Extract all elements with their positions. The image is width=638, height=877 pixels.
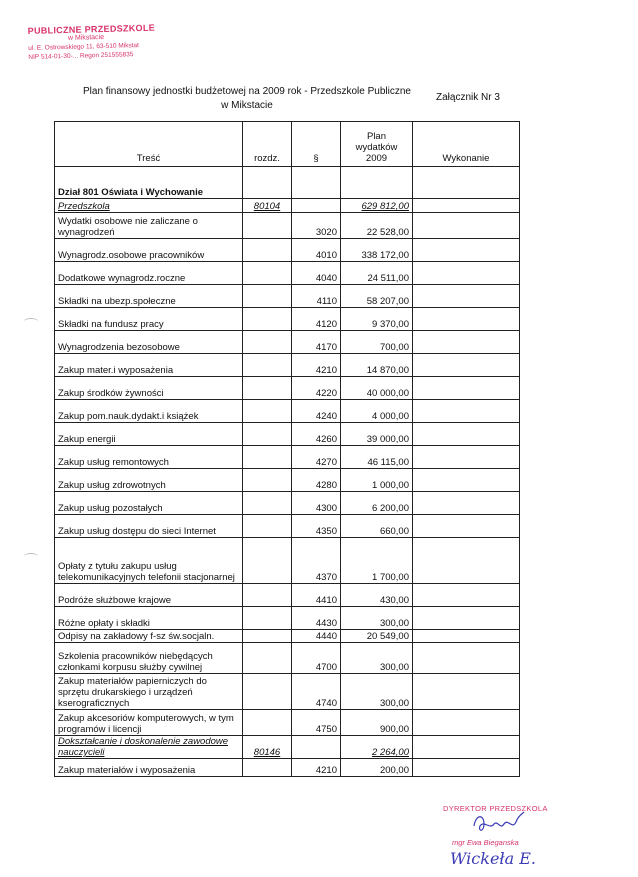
cell-plan: 660,00 bbox=[341, 515, 413, 538]
title-line-1: Plan finansowy jednostki budżetowej na 2009 rok - Przedszkole Publiczne bbox=[83, 86, 411, 97]
cell-wykonanie bbox=[413, 674, 520, 710]
table-row bbox=[55, 538, 520, 584]
cell-rozdz bbox=[243, 446, 292, 469]
table-row bbox=[55, 199, 520, 213]
cell-paragraph: 4410 bbox=[292, 584, 341, 607]
cell-tresc: Zakup usług pozostałych bbox=[55, 492, 243, 515]
punch-hole-mark bbox=[24, 553, 38, 560]
cell-tresc: Przedszkola bbox=[55, 199, 243, 213]
cell-tresc: Wynagrodzenia bezosobowe bbox=[55, 331, 243, 354]
cell-rozdz bbox=[243, 643, 292, 674]
cell-paragraph: 4370 bbox=[292, 538, 341, 584]
cell-plan: 300,00 bbox=[341, 607, 413, 630]
cell-tresc: Różne opłaty i składki bbox=[55, 607, 243, 630]
cell-paragraph: 4010 bbox=[292, 239, 341, 262]
cell-paragraph: 4260 bbox=[292, 423, 341, 446]
table-row bbox=[55, 213, 520, 239]
header-rozdz: rozdz. bbox=[243, 122, 292, 167]
cell-wykonanie bbox=[413, 710, 520, 736]
cell-wykonanie bbox=[413, 630, 520, 643]
cell-paragraph: 4220 bbox=[292, 377, 341, 400]
cell-paragraph: 4740 bbox=[292, 674, 341, 710]
cell-rozdz: 80146 bbox=[243, 736, 292, 759]
cell-paragraph: 4120 bbox=[292, 308, 341, 331]
handwritten-signature: Wickeła E. bbox=[450, 849, 536, 868]
cell-tresc: Zakup materiałów i wyposażenia bbox=[55, 759, 243, 777]
table-row bbox=[55, 607, 520, 630]
section-row bbox=[55, 167, 520, 199]
table-row bbox=[55, 423, 520, 446]
cell-paragraph: 4280 bbox=[292, 469, 341, 492]
cell-rozdz bbox=[243, 239, 292, 262]
cell-wykonanie bbox=[413, 607, 520, 630]
table-row bbox=[55, 643, 520, 674]
cell-paragraph: 3020 bbox=[292, 213, 341, 239]
cell-paragraph: 4170 bbox=[292, 331, 341, 354]
cell-plan: 39 000,00 bbox=[341, 423, 413, 446]
cell-wykonanie bbox=[413, 492, 520, 515]
cell-wykonanie bbox=[413, 377, 520, 400]
cell-tresc: Zakup usług dostępu do sieci Internet bbox=[55, 515, 243, 538]
cell-plan: 14 870,00 bbox=[341, 354, 413, 377]
cell-plan: 6 200,00 bbox=[341, 492, 413, 515]
cell-wykonanie bbox=[413, 469, 520, 492]
cell-paragraph: 4110 bbox=[292, 285, 341, 308]
cell-plan: 1 000,00 bbox=[341, 469, 413, 492]
table-row bbox=[55, 759, 520, 777]
cell-tresc: Odpisy na zakładowy f-sz św.socjaln. bbox=[55, 630, 243, 643]
cell-rozdz bbox=[243, 710, 292, 736]
cell-tresc: Dokształcanie i doskonalenie zawodowe nauczycieli bbox=[55, 736, 243, 759]
header-plan-line-3: 2009 bbox=[365, 153, 388, 164]
table-row bbox=[55, 239, 520, 262]
cell-wykonanie bbox=[413, 446, 520, 469]
cell-wykonanie bbox=[413, 538, 520, 584]
cell-wykonanie bbox=[413, 331, 520, 354]
cell-plan: 4 000,00 bbox=[341, 400, 413, 423]
table-row bbox=[55, 584, 520, 607]
cell-rozdz bbox=[243, 331, 292, 354]
cell-plan: 46 115,00 bbox=[341, 446, 413, 469]
cell-plan: 2 264,00 bbox=[341, 736, 413, 759]
table-row bbox=[55, 377, 520, 400]
cell-plan: 700,00 bbox=[341, 331, 413, 354]
cell-wykonanie bbox=[413, 199, 520, 213]
cell-wykonanie bbox=[413, 643, 520, 674]
cell-wykonanie bbox=[413, 285, 520, 308]
cell-rozdz bbox=[243, 423, 292, 446]
cell-wykonanie bbox=[413, 400, 520, 423]
cell-rozdz bbox=[243, 354, 292, 377]
cell-tresc: Składki na fundusz pracy bbox=[55, 308, 243, 331]
cell-paragraph: 4300 bbox=[292, 492, 341, 515]
cell-tresc: Zakup akcesoriów komputerowych, w tym programów i licencji bbox=[55, 710, 243, 736]
cell-wykonanie bbox=[413, 354, 520, 377]
cell-rozdz bbox=[243, 630, 292, 643]
stamp-line-3: ul. E. Ostrowskiego 11, 63-510 Mikstat bbox=[28, 42, 140, 52]
table-header-row bbox=[55, 122, 520, 167]
cell-wykonanie bbox=[413, 423, 520, 446]
cell-tresc: Zakup mater.i wyposażenia bbox=[55, 354, 243, 377]
cell-wykonanie bbox=[413, 759, 520, 777]
cell-rozdz bbox=[243, 538, 292, 584]
cell-plan: 24 511,00 bbox=[341, 262, 413, 285]
cell-wykonanie bbox=[413, 262, 520, 285]
cell-rozdz bbox=[243, 308, 292, 331]
cell-rozdz bbox=[243, 400, 292, 423]
cell-tresc: Podróże służbowe krajowe bbox=[55, 584, 243, 607]
table-row bbox=[55, 400, 520, 423]
cell-tresc: Zakup usług zdrowotnych bbox=[55, 469, 243, 492]
cell-tresc: Wynagrodz.osobowe pracowników bbox=[55, 239, 243, 262]
section-title: Dział 801 Oświata i Wychowanie bbox=[55, 167, 243, 199]
cell-plan: 900,00 bbox=[341, 710, 413, 736]
cell-rozdz bbox=[243, 469, 292, 492]
cell-paragraph: 4430 bbox=[292, 607, 341, 630]
signature-title: DYREKTOR PRZEDSZKOLA bbox=[443, 804, 548, 813]
cell-plan: 300,00 bbox=[341, 674, 413, 710]
cell-tresc: Dodatkowe wynagrodz.roczne bbox=[55, 262, 243, 285]
cell-plan: 20 549,00 bbox=[341, 630, 413, 643]
cell-paragraph: 4210 bbox=[292, 759, 341, 777]
cell-plan: 9 370,00 bbox=[341, 308, 413, 331]
cell-wykonanie bbox=[413, 239, 520, 262]
cell-rozdz bbox=[243, 674, 292, 710]
header-wykonanie: Wykonanie bbox=[413, 122, 520, 167]
cell-rozdz bbox=[243, 584, 292, 607]
table-row bbox=[55, 308, 520, 331]
institution-stamp bbox=[28, 22, 179, 61]
table-row bbox=[55, 469, 520, 492]
punch-hole-mark bbox=[24, 318, 38, 325]
cell-paragraph bbox=[292, 199, 341, 213]
attachment-number: Załącznik Nr 3 bbox=[436, 92, 500, 103]
cell-rozdz bbox=[243, 759, 292, 777]
cell-wykonanie bbox=[413, 213, 520, 239]
cell-tresc: Zakup materiałów papierniczych do sprzętu drukarskiego i urządzeń kserograficznych bbox=[55, 674, 243, 710]
cell-plan: 22 528,00 bbox=[341, 213, 413, 239]
cell-rozdz bbox=[243, 515, 292, 538]
table-row bbox=[55, 736, 520, 759]
stamp-line-1: PUBLICZNE PRZEDSZKOLE bbox=[27, 22, 156, 36]
stamp-line-2: w Mikstacie bbox=[67, 33, 105, 42]
budget-table bbox=[54, 121, 520, 777]
cell-tresc: Zakup pom.nauk.dydakt.i książek bbox=[55, 400, 243, 423]
cell-tresc: Składki na ubezp.społeczne bbox=[55, 285, 243, 308]
cell-paragraph: 4270 bbox=[292, 446, 341, 469]
cell-rozdz bbox=[243, 285, 292, 308]
cell-rozdz bbox=[243, 492, 292, 515]
header-plan bbox=[341, 122, 413, 167]
document-title bbox=[58, 85, 436, 113]
table-row bbox=[55, 262, 520, 285]
cell-plan: 430,00 bbox=[341, 584, 413, 607]
table-row bbox=[55, 331, 520, 354]
cell-paragraph: 4700 bbox=[292, 643, 341, 674]
table-row bbox=[55, 515, 520, 538]
cell-paragraph: 4240 bbox=[292, 400, 341, 423]
cell-plan: 338 172,00 bbox=[341, 239, 413, 262]
cell-tresc: Zakup usług remontowych bbox=[55, 446, 243, 469]
table-row bbox=[55, 446, 520, 469]
cell-paragraph: 4440 bbox=[292, 630, 341, 643]
table-row bbox=[55, 492, 520, 515]
cell-plan: 300,00 bbox=[341, 643, 413, 674]
cell-paragraph: 4210 bbox=[292, 354, 341, 377]
cell-rozdz bbox=[243, 377, 292, 400]
header-plan-line-1: Plan bbox=[366, 131, 386, 142]
cell-tresc: Opłaty z tytułu zakupu usług telekomunikacyjnych telefonii stacjonarnej bbox=[55, 538, 243, 584]
cell-wykonanie bbox=[413, 308, 520, 331]
signature-scribble bbox=[470, 810, 526, 838]
title-line-2: w Mikstacie bbox=[221, 100, 273, 111]
cell-tresc: Szkolenia pracowników niebędących członkami korpusu służby cywilnej bbox=[55, 643, 243, 674]
cell-plan: 200,00 bbox=[341, 759, 413, 777]
cell-tresc: Zakup energii bbox=[55, 423, 243, 446]
table-row bbox=[55, 354, 520, 377]
header-plan-line-2: wydatków bbox=[355, 142, 398, 153]
table-row bbox=[55, 674, 520, 710]
cell-tresc: Zakup środków żywności bbox=[55, 377, 243, 400]
cell-tresc: Wydatki osobowe nie zaliczane o wynagrodzeń bbox=[55, 213, 243, 239]
stamp-line-4: NIP 514-01-30-... Regon 251555835 bbox=[28, 51, 134, 61]
cell-paragraph bbox=[292, 736, 341, 759]
table-row bbox=[55, 630, 520, 643]
table-row bbox=[55, 710, 520, 736]
header-paragraph: § bbox=[292, 122, 341, 167]
cell-wykonanie bbox=[413, 736, 520, 759]
table-row bbox=[55, 285, 520, 308]
cell-paragraph: 4350 bbox=[292, 515, 341, 538]
cell-rozdz bbox=[243, 262, 292, 285]
header-tresc: Treść bbox=[55, 122, 243, 167]
cell-paragraph: 4040 bbox=[292, 262, 341, 285]
cell-wykonanie bbox=[413, 584, 520, 607]
cell-plan: 58 207,00 bbox=[341, 285, 413, 308]
cell-rozdz: 80104 bbox=[243, 199, 292, 213]
cell-rozdz bbox=[243, 213, 292, 239]
cell-plan: 40 000,00 bbox=[341, 377, 413, 400]
cell-paragraph: 4750 bbox=[292, 710, 341, 736]
cell-wykonanie bbox=[413, 515, 520, 538]
signature-name: mgr Ewa Bieganska bbox=[452, 838, 519, 847]
cell-plan: 1 700,00 bbox=[341, 538, 413, 584]
cell-plan: 629 812,00 bbox=[341, 199, 413, 213]
cell-rozdz bbox=[243, 607, 292, 630]
